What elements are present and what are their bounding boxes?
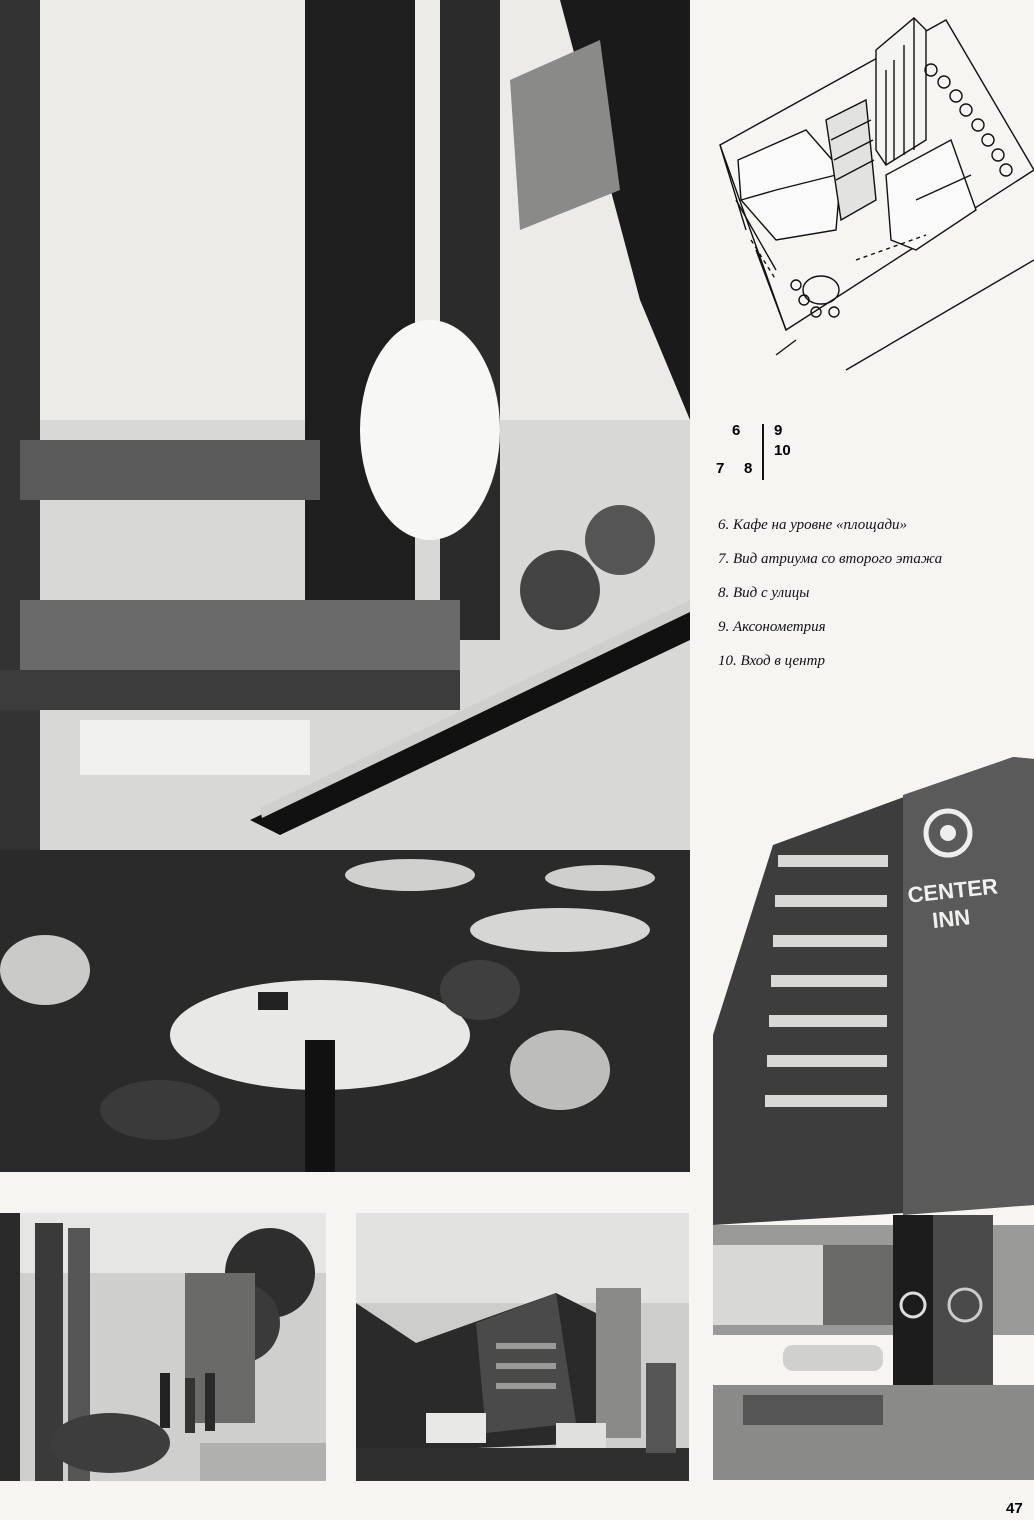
key-number-8: 8 xyxy=(744,460,753,477)
key-number-10: 10 xyxy=(774,442,791,459)
figure-layout-key xyxy=(716,422,826,484)
photo-center-entrance xyxy=(713,745,1034,1480)
sign-text-center: CENTER xyxy=(906,873,999,908)
photo-atrium-second-floor xyxy=(0,1213,326,1481)
caption-8: 8. Вид с улицы xyxy=(718,585,810,601)
photo-street-view xyxy=(356,1213,689,1481)
axonometric-drawing xyxy=(716,0,1034,380)
key-divider xyxy=(762,424,764,480)
key-number-7: 7 xyxy=(716,460,725,477)
figure-captions xyxy=(718,516,1018,686)
key-number-6: 6 xyxy=(732,422,741,439)
caption-9: 9. Аксонометрия xyxy=(718,619,826,635)
caption-6: 6. Кафе на уровне «площади» xyxy=(718,517,908,533)
key-number-9: 9 xyxy=(774,422,783,439)
page-number: 47 xyxy=(1006,1500,1023,1517)
caption-10: 10. Вход в центр xyxy=(718,653,825,669)
caption-7: 7. Вид атриума со второго этажа xyxy=(718,551,943,567)
sign-text-inn: INN xyxy=(931,904,972,934)
